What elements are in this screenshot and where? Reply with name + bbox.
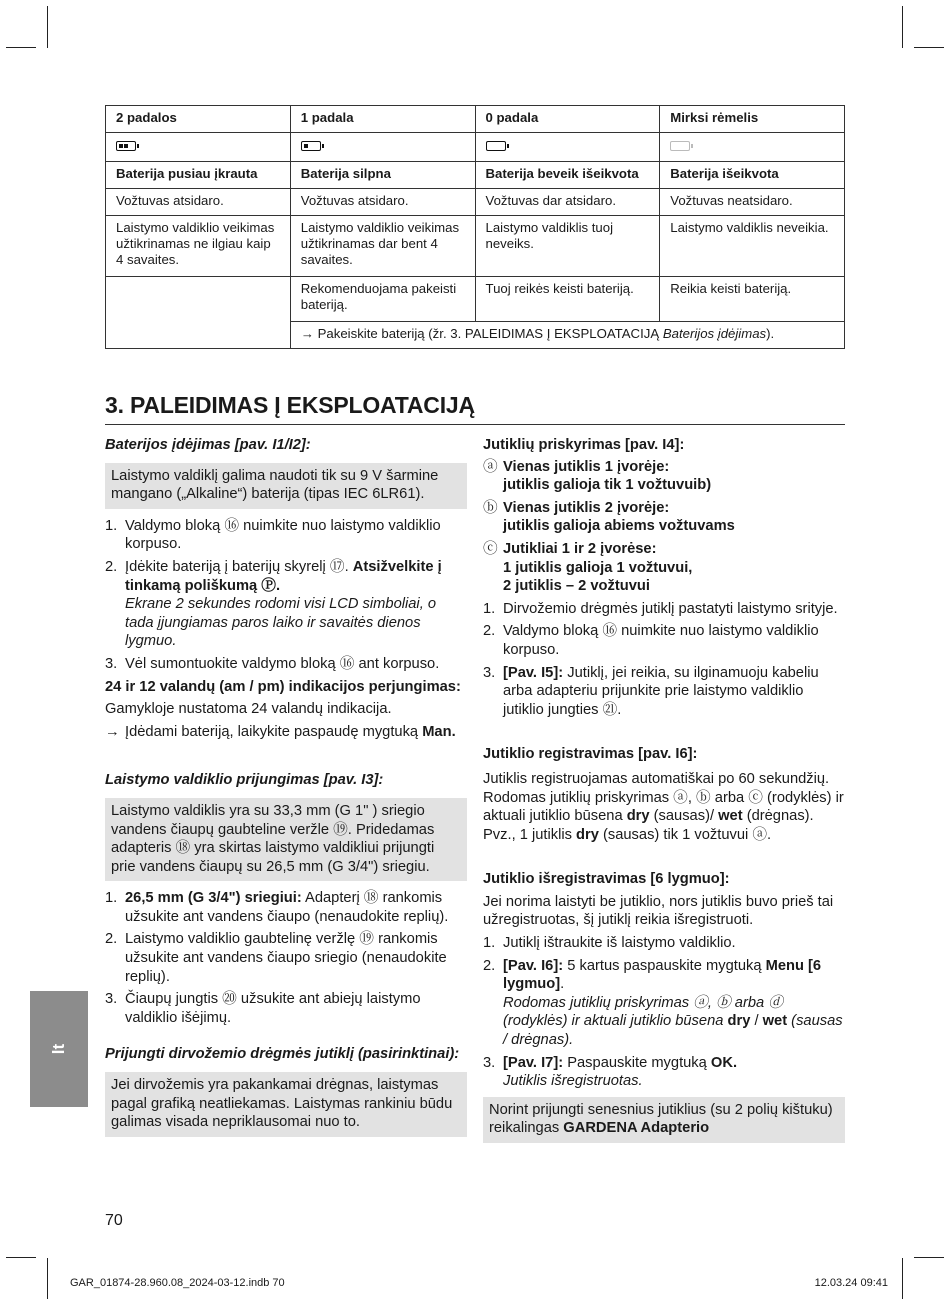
battery-low-icon (301, 141, 321, 151)
table-cell: Laistymo valdiklio veikimas užtikrinamas dar bent 4 savaites. (290, 216, 475, 277)
crop-mark (902, 1258, 903, 1299)
deregistration-heading: Jutiklio išregistravimas [6 lygmuo]: (483, 871, 730, 888)
arrow-icon: → (300, 326, 314, 341)
battery-status-table (105, 105, 845, 349)
section-divider (105, 424, 845, 425)
registration-heading: Jutiklio registravimas [pav. I6]: (483, 746, 698, 763)
table-cell: Baterija išeikvota (660, 162, 845, 189)
list-item: ⓑ Vienas jutiklis 2 įvorėje: jutiklis galioja abiems vožtuvams (483, 499, 735, 535)
crop-mark (47, 6, 48, 48)
crop-mark (914, 47, 944, 48)
list-item: 2. Valdymo bloką ⑯ nuimkite nuo laistymo valdiklio korpuso. (483, 623, 819, 658)
battery-flashing-icon (670, 141, 690, 151)
table-cell: Laistymo valdiklis tuoj neveiks. (475, 216, 660, 277)
table-cell: Vožtuvas dar atsidaro. (475, 189, 660, 216)
list-item: 3. Vėl sumontuokite valdymo bloką ⑯ ant korpuso. (105, 655, 440, 672)
registration-text: Jutiklis registruojamas automatiškai po 60 sekundžių. Rodomas jutiklių priskyrimas ⓐ, ⓑ arba ⓒ (rodyklės) ir aktuali jutiklio būsena dry (sausas)/ wet (drėgnas). Pvz., 1 jutiklis dry (sausas) tik 1 vožtuvui ⓐ. (483, 770, 844, 843)
list-item: 1. 26,5 mm (G 3/4") sriegiui: Adapterį ⑱ rankomis užsukite ant vandens čiaupo (nenaudokite replių). (105, 890, 449, 925)
assignment-heading: Jutiklių priskyrimas [pav. I4]: (483, 437, 685, 453)
table-row (106, 277, 845, 322)
list-item: 2. Laistymo valdiklio gaubtelinę veržlę ⑲ rankomis užsukite ant vandens čiaupo sriegio (nenaudokite replių). (105, 931, 447, 985)
list-item: 3. Čiaupų jungtis ⑳ užsukite ant abiejų laistymo valdiklio išėjimų. (105, 991, 421, 1026)
crop-mark (914, 1257, 944, 1258)
page-number: 70 (105, 1212, 123, 1229)
battery-half-icon (116, 141, 136, 151)
connection-heading: Laistymo valdiklio prijungimas [pav. I3]: (105, 772, 384, 789)
table-cell: Baterija pusiau įkrauta (106, 162, 291, 189)
crop-mark (902, 6, 903, 48)
battery-note: Laistymo valdiklį galima naudoti tik su 9 V šarmine mangano („Alkaline“) baterija (tipas IEC 6LR61). (105, 463, 467, 509)
table-header-row (106, 106, 845, 133)
table-cell: Reikia keisti bateriją. (660, 277, 845, 322)
battery-empty-icon (486, 141, 506, 151)
table-cell: Baterija beveik išeikvota (475, 162, 660, 189)
deregistration-intro: Jei norima laistyti be jutiklio, nors jutiklis buvo prieš tai užregistruotas, šį jutiklį reikia išregistruoti. (483, 893, 834, 929)
table-cell: Baterija silpna (290, 162, 475, 189)
table-cell: Vožtuvas atsidaro. (106, 189, 291, 216)
table-icon-row (106, 133, 845, 162)
adapter-note: Norint prijungti senesnius jutiklius (su 2 polių kištuku) reikalingas GARDENA Adapterio (483, 1097, 845, 1143)
table-cell: Rekomenduojama pakeisti bateriją. (290, 277, 475, 322)
arrow-note: → Įdėdami bateriją, laikykite paspaudę mygtuką Man. (105, 723, 456, 740)
table-cell: Tuoj reikės keisti bateriją. (475, 277, 660, 322)
table-row (106, 216, 845, 277)
table-header-cell: Mirksi rėmelis (660, 106, 845, 133)
list-item: 3. [Pav. I5]: Jutiklį, jei reikia, su ilginamuoju kabeliu arba adapteriu prijunkite prie laistymo valdiklio jutiklio jungties ㉑. (483, 664, 819, 718)
language-tab: lt (30, 991, 88, 1107)
table-row (106, 162, 845, 189)
table-footer-cell: → Pakeiskite bateriją (žr. 3. PALEIDIMAS Į EKSPLOATACIJĄ Baterijos įdėjimas). (290, 322, 844, 349)
table-header-cell: 0 padala (475, 106, 660, 133)
list-item: 3. [Pav. I7]: Paspauskite mygtuką OK. Jutiklis išregistruotas. (483, 1054, 738, 1090)
list-item: 1. Valdymo bloką ⑯ nuimkite nuo laistymo valdiklio korpuso. (105, 517, 441, 553)
list-item: 2. [Pav. I6]: 5 kartus paspauskite mygtuką Menu [6 lygmuo]. Rodomas jutiklių priskyrimas ⓐ, ⓑ arba ⓓ (rodyklės) ir aktuali jutiklio būsena dry / wet (sausas / drėgnas). (483, 957, 843, 1049)
sensor-heading: Prijungti dirvožemio drėgmės jutiklį (pasirinktinai): (105, 1046, 460, 1063)
table-cell: Vožtuvas neatsidaro. (660, 189, 845, 216)
list-item: ⓐ Vienas jutiklis 1 įvorėje: jutiklis galioja tik 1 vožtuvuib) (483, 458, 712, 494)
connection-note: Laistymo valdiklis yra su 33,3 mm (G 1" ) sriegio vandens čiaupų gaubteline veržle ⑲. Pridedamas adapteris ⑱ yra skirtas laistymo valdikliui prijungti prie vandens čiaupų su 26,5 mm (G 3/4") sriegiu. (105, 798, 467, 881)
table-cell (106, 277, 291, 349)
table-row (106, 189, 845, 216)
table-header-cell: 2 padalos (106, 106, 291, 133)
footer-timestamp: 12.03.24 09:41 (814, 1277, 888, 1289)
time-format-text: Gamykloje nustatoma 24 valandų indikacija. (105, 701, 392, 718)
sensor-note: Jei dirvožemis yra pakankamai drėgnas, laistymas pagal grafiką neatliekamas. Laistymas rankiniu būdu galimas visada nepriklausomai nuo to. (105, 1072, 467, 1137)
list-item: 1. Jutiklį ištraukite iš laistymo valdiklio. (483, 935, 736, 952)
table-header-cell: 1 padala (290, 106, 475, 133)
crop-mark (47, 1258, 48, 1299)
time-format-heading: 24 ir 12 valandų (am / pm) indikacijos perjungimas: (105, 678, 461, 695)
list-item: 2. Įdėkite bateriją į baterijų skyrelį ⑰. Atsižvelkite į tinkamą poliškumą Ⓟ. Ekrane 2 sekundes rodomi visi LCD simboliai, o tada įjungiamas paros laiko ir savaitės dienos lygmuo. (105, 558, 442, 650)
table-cell: Vožtuvas atsidaro. (290, 189, 475, 216)
list-item: ⓒ Jutikliai 1 ir 2 įvorėse: 1 jutiklis galioja 1 vožtuvui, 2 jutiklis – 2 vožtuvui (483, 540, 693, 595)
footer-file-name: GAR_01874-28.960.08_2024-03-12.indb 70 (70, 1277, 285, 1289)
section-title: 3. PALEIDIMAS Į EKSPLOATACIJĄ (105, 392, 475, 418)
list-item: 1. Dirvožemio drėgmės jutiklį pastatyti laistymo srityje. (483, 600, 838, 617)
right-column (483, 436, 845, 1151)
arrow-icon: → (105, 723, 120, 740)
table-cell: Laistymo valdiklio veikimas užtikrinamas ne ilgiau kaip 4 savaites. (106, 216, 291, 277)
table-cell: Laistymo valdiklis neveikia. (660, 216, 845, 277)
left-column (105, 436, 467, 1145)
crop-mark (6, 1257, 36, 1258)
battery-heading: Baterijos įdėjimas [pav. I1/I2]: (105, 437, 311, 453)
crop-mark (6, 47, 36, 48)
